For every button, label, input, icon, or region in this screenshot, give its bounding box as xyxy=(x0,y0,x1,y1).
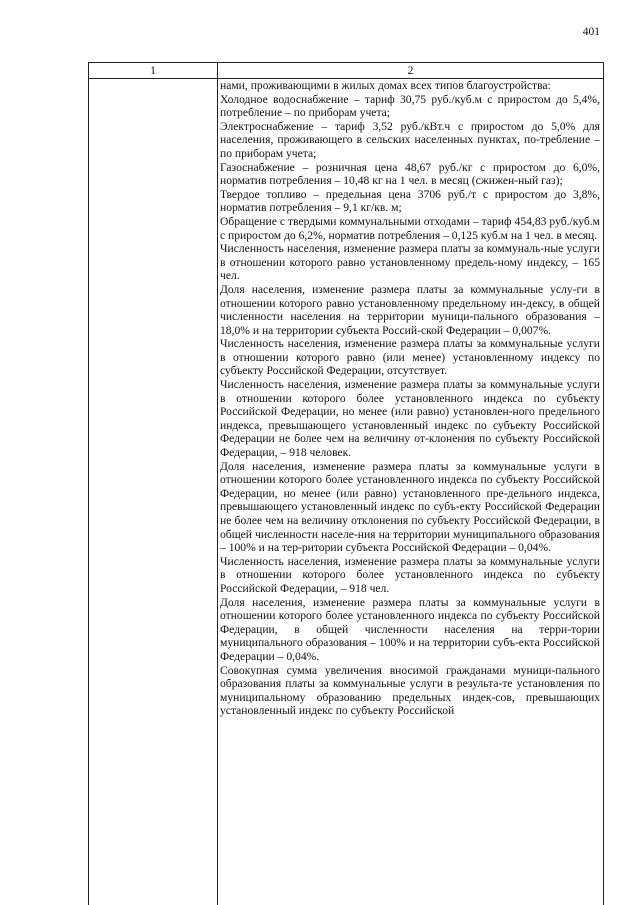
paragraph: Холодное водоснабжение – тариф 30,75 руб./куб.м с приростом до 5,4%, потребление – по приборам учета; xyxy=(220,92,600,120)
paragraph: Твердое топливо – предельная цена 3706 руб./т с приростом до 3,8%, норматив потребления – 9,1 кг/кв. м; xyxy=(220,187,600,215)
column-header-2: 2 xyxy=(407,65,414,77)
paragraph: Численность населения, изменение размера платы за коммунальные услуги в отношении которого более установленного индекса по субъекту Российской Федерации, но менее (или равно) установлен-ного предельного индекса, превышающего установленный индекс по субъекту Российской Федерации не более чем на величину от-клонения по субъекту Российской Федерации, – 918 человек. xyxy=(220,378,600,460)
page-number: 401 xyxy=(582,26,600,38)
paragraph: Электроснабжение – тариф 3,52 руб./кВт.ч с приростом до 5,0% для населения, проживающего в сельских населенных пунктах, по-требление – по приборам учета; xyxy=(220,119,600,160)
paragraph: Численность населения, изменение размера платы за коммуналь-ные услуги в отношении которого равно установленному предель-ному индексу, – 165 чел. xyxy=(220,242,600,283)
column-header-1: 1 xyxy=(150,65,156,77)
column-divider xyxy=(217,62,218,905)
paragraph: Доля населения, изменение размера платы за коммунальные услуги в отношении которого более установленного индекса по субъекту Российской Федерации, но менее (или равно) установленного пре-дельного индекса, превышающего установленный индекс по субъ-екту Российской Федерации не более чем на величину отклонения по субъекту Российской Федерации, в общей численности населе-ния на территории муниципального образования – 100% и на тер-ритории субъекта Российской Федерации – 0,04%. xyxy=(220,459,600,555)
paragraph: нами, проживающими в жилых домах всех типов благоустройства: xyxy=(220,79,551,92)
paragraph: Совокупная сумма увеличения вносимой гражданами муници-пального образования платы за коммунальные услуги в результа-те установления по муниципальному образованию предельных индек-сов, превышающих установленный индекс по субъекту Российской xyxy=(220,663,600,718)
table-cell-column-2 xyxy=(220,79,600,718)
paragraph: Численность населения, изменение размера платы за коммунальные услуги в отношении которого равно (или менее) установленному индексу по субъекту Российской Федерации, отсутствует. xyxy=(220,337,600,378)
paragraph: Доля населения, изменение размера платы за коммунальные услуги в отношении которого более установленного индекса по субъекту Российской Федерации, в общей численности населения на терри-тории муниципального образования – 100% и на территории субъ-екта Российской Федерации – 0,04%. xyxy=(220,595,600,663)
table-header-row xyxy=(89,62,603,79)
document-table xyxy=(88,62,604,905)
paragraph: Доля населения, изменение размера платы за коммунальные услу-ги в отношении которого равно установленному предельному ин-дексу, в общей численности населения на территории муници-пального образования – 18,0% и на территории субъекта Россий-ской Федерации – 0,007%. xyxy=(220,282,600,337)
paragraph: Газоснабжение – розничная цена 48,67 руб./кг с приростом до 6,0%, норматив потребления – 10,48 кг на 1 чел. в месяц (сжижен-ный газ); xyxy=(220,160,600,188)
paragraph: Численность населения, изменение размера платы за коммунальные услуги в отношении которого более установленного индекса по субъекту Российской Федерации, – 918 чел. xyxy=(220,554,600,595)
paragraph: Обращение с твердыми коммунальными отходами – тариф 454,83 руб./куб.м с приростом до 6,2%, норматив потребления – 0,125 куб.м на 1 чел. в месяц. xyxy=(220,214,600,242)
